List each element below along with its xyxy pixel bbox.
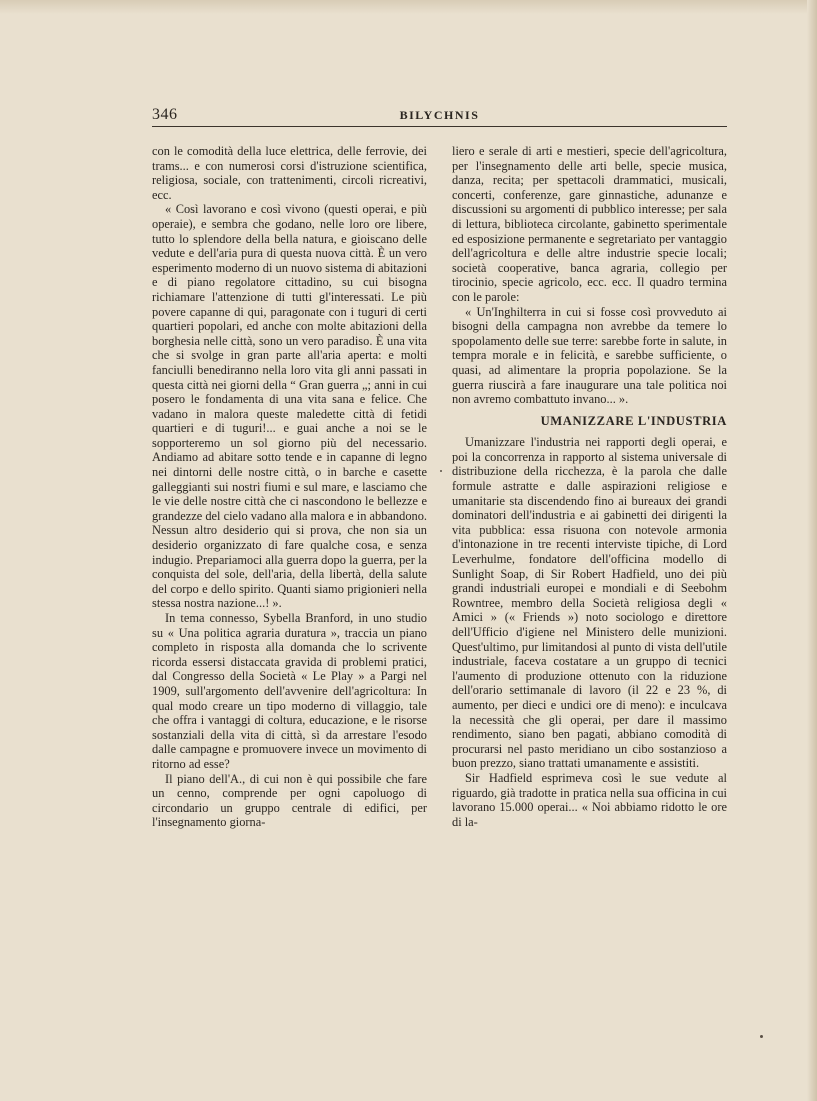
paragraph: Il piano dell'A., di cui non è qui possibile che fare un cenno, comprende per ogni capoluogo di circondario un gruppo centrale di edifici, per l'insegnamento giorna- (152, 771, 427, 830)
left-column (152, 144, 427, 830)
paragraph: « Un'Inghilterra in cui si fosse così provveduto ai bisogni della campagna non avrebbe da temere lo spopolamento delle sue terre: sarebbe forte in salute, in tempra morale e in felicità, e sarebbe sufficiente, o quasi, ad alimentare la propria popolazione. Se la guerra riuscirà a fare inaugurare una tale politica noi non avremo combattuto invano... ». (452, 304, 727, 407)
header-rule (152, 126, 727, 127)
page-header (152, 106, 727, 126)
ink-speck (440, 470, 442, 472)
paragraph: Sir Hadfield esprimeva così le sue vedute al riguardo, già tradotte in pratica nella sua officina in cui lavorano 15.000 operai... « Noi abbiamo ridotto le ore di la- (452, 770, 727, 829)
right-column (452, 144, 727, 829)
paragraph: « Così lavorano e così vivono (questi operai, e più operaie), e sembra che godano, nelle loro ore libere, tutto lo splendore della bella natura, e gioiscano delle vedute e dell'aria pura di questa nuova città. È un vero esperimento moderno di un nuovo sistema di abitazioni e di piano regolatore cittadino, su cui bisogna richiamare l'attenzione di tutti gl'interessati. Le più povere capanne di qui, paragonate con i tuguri di certi quartieri popolari, ed anche con molte abitazioni della borghesia nelle città, sono un vero paradiso. È una vita che si svolge in gran parte all'aria aperta: e molti fanciulli benediranno nella loro vita gli anni passati in questa città nei giorni della “ Gran guerra „; anni in cui posero le fondamenta di una vita sana e felice. Che vadano in malora queste maledette città di fetidi quartieri e di tuguri!... e guai anche a noi se le sopporteremo un sol giorno più del necessario. Andiamo ad abitare sotto tende e in capanne di legno nei dintorni delle nostre città, o in barche e casette galleggianti sui nostri fiumi e sul mare, e lasciamo che le vie delle nostre città che ci nascondono le bellezze e grandezze del cielo vadano alla malora e in abbandono. Nessun altro desiderio qui si prova, che non sia un desiderio organizzato di fare qualche cosa, e senza indugio. Prepariamoci alla guerra dopo la guerra, per la conquista del sole, dell'aria, della libertà, della salute del corpo e dello spirito. Quanti siamo prigionieri nella stessa nostra nazione...! ». (152, 202, 427, 611)
page-number: 346 (152, 106, 178, 123)
section-heading: UMANIZZARE L'INDUSTRIA (540, 413, 727, 428)
running-title: BILYCHNIS (399, 108, 480, 122)
paragraph: In tema connesso, Sybella Branford, in uno studio su « Una politica agraria duratura », traccia un piano completo in risposta alla domanda che lo scrivente ricorda essersi distaccata gravida di problemi pratici, dal Congresso della Società « Le Play » a Pargi nel 1909, sull'argomento dell'avvenire dell'agricoltura: In qual modo creare un tipo moderno di villaggio, tale che offra i vantaggi di coltura, educazione, e le risorse sostanziali della vita di città, sì da arrestare l'esodo dalle campagne e promuovere invece un movimento di ritorno ad esse? (152, 611, 427, 771)
page-edge-shadow (0, 0, 817, 14)
paragraph: Umanizzare l'industria nei rapporti degli operai, e poi la concorrenza in rapporto al sistema universale di distribuzione della ricchezza, è la parola che dalle formule astratte e dalle aspirazioni religiose e umanitarie sta discendendo fino ai bureaux dei grandi dominatori dell'industria e ai gabinetti dei dirigenti la vita pubblica: essa risuona con notevole armonia d'intonazione in tre recenti interviste tipiche, di Lord Leverhulme, fondatore dell'officina modello di Sunlight Soap, di Sir Robert Hadfield, uno dei più grandi industriali europei e mondiali e di Seebohm Rowntree, membro della Società religiosa degli « Amici » (« Friends ») noto sociologo e direttore dell'Ufficio d'igiene nel Ministero delle munizioni. Quest'ultimo, pur limitandosi al punto di vista dell'utile industriale, faceva costatare a un gruppo di tecnici l'aumento di produzione ottenuto con la riduzione dell'orario settimanale di lavoro (il 22 e 23 %, di aumento, per dieci e undici ore di meno): e inculcava la necessità che gli operai, per dare il massimo rendimento, siano ben pagati, abbiano comodità di procurarsi nel pasto meridiano un cibo sostanzioso a buon prezzo, siano trattati umanamente e assistiti. (452, 435, 727, 771)
paragraph: liero e serale di arti e mestieri, specie dell'agricoltura, per l'insegnamento delle arti belle, specie musica, danza, recita; per spettacoli drammatici, musicali, concerti, conferenze, gare ginnastiche, adunanze e discussioni su argomenti di pubblico interesse; per sala di lettura, biblioteca circolante, gabinetto sperimentale ed esposizione permanente e segretariato per vantaggio dell'agricoltura e delle altre industrie specie locali; società cooperative, banca agraria, collegio per tirocinio, specie agricolo, ecc. ecc. Il quadro termina con le parole: (452, 144, 727, 304)
paragraph: con le comodità della luce elettrica, delle ferrovie, dei trams... e con numerosi corsi d'istruzione scientifica, religiosa, sociale, con trattenimenti, circoli ricreativi, ecc. (152, 144, 427, 202)
ink-speck (760, 1035, 763, 1038)
page-edge-shadow-right (807, 0, 817, 1101)
